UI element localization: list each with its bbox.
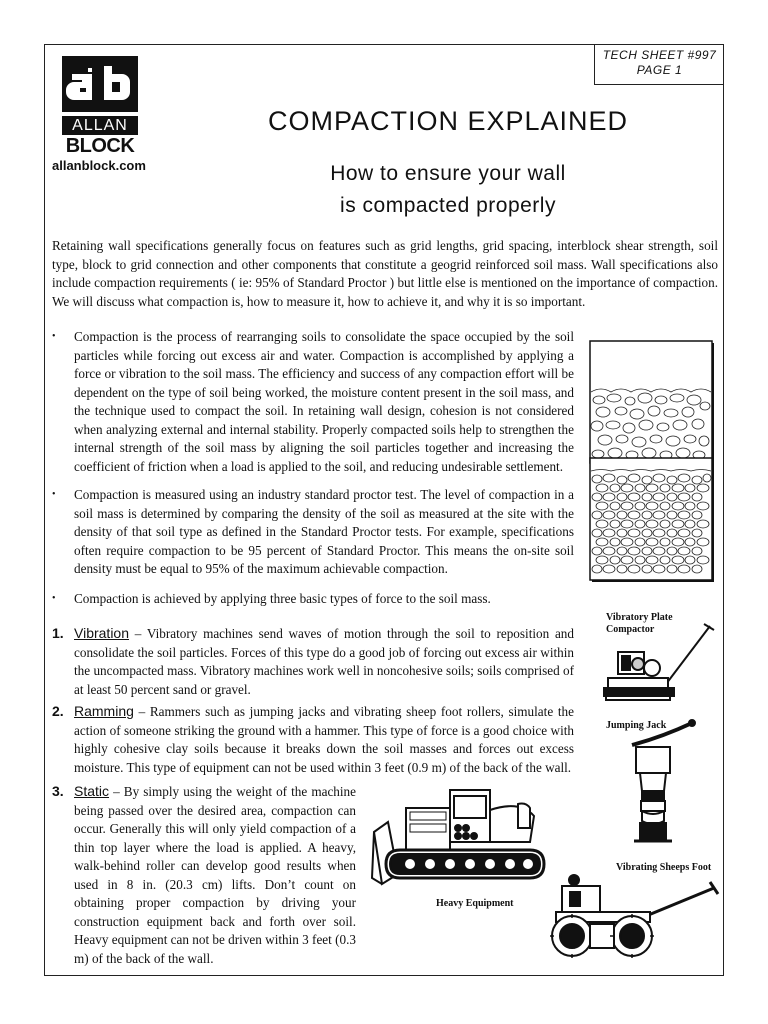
bullet-mark: • (52, 489, 56, 500)
method-body (74, 702, 574, 777)
method-number: 1. (52, 625, 64, 641)
subtitle-line-2: is compacted properly (340, 194, 556, 217)
method-term: Ramming (74, 703, 134, 719)
allan-block-logo (62, 56, 138, 156)
method-body (74, 624, 574, 699)
logo-mark (62, 56, 138, 112)
bullet-mark: • (52, 593, 56, 604)
page-number: PAGE 1 (636, 63, 683, 77)
bullet-text: Compaction is the process of rearranging soils to consolidate the space occupied by the soil particles while forcing out excess air and water. Compaction is accomplished by applying a force or vibration to the soil mass. The efficiency and success of any compaction effort will be dependent on the type of soil being worked, the moisture content present in the soil mass, and the technique used to compact the soil. In retaining wall design, cohesion is not considered when analyzing external and internal stability. Properly compacted soils help to strengthen the internal strength of the soil mass by aligning the soil particles together and increasing the coefficient of friction when a load is applied to the soil, and reducing undesirable settlement. (74, 329, 574, 474)
bullet-mark: • (52, 331, 56, 342)
method-number: 3. (52, 783, 64, 799)
tech-sheet-label (594, 44, 724, 85)
method-text: – Rammers such as jumping jacks and vibrating sheep foot rollers, simulate the action of someone striking the ground with a hammer. This type of force is a good choice with highly cohesive clay soils because it breaks down the soil masses and forces out excess moisture. This type of equipment can not be used within 3 feet (0.9 m) of the back of the wall. (74, 704, 574, 775)
compacted-soil-diagram (589, 457, 715, 588)
heavy-equipment-label: Heavy Equipment (436, 898, 514, 909)
jumping-jack-illustration (614, 715, 714, 855)
subtitle-line-1: How to ensure your wall (330, 162, 566, 185)
sheeps-foot-roller-illustration (546, 872, 722, 967)
ab-monogram-icon (62, 56, 138, 112)
page-subtitle (240, 158, 656, 222)
plate-compactor-label: Vibratory Plate Compactor (606, 612, 673, 635)
method-term: Static (74, 783, 110, 799)
method-text: – Vibratory machines send waves of motion through the soil to reposition and consolidate the soil particles. Forces of this type do a good job of forcing out excess air within the uncompacted mass. Vibratory machines work well in noncohesive soils; soils comprised of at least 50 percent sand or gravel. (74, 626, 574, 697)
loose-soil-diagram (589, 340, 715, 471)
logo-block-text: BLOCK (65, 135, 135, 157)
method-number: 2. (52, 703, 64, 719)
plate-compactor-illustration (600, 622, 718, 717)
intro-paragraph: Retaining wall specifications generally focus on features such as grid lengths, grid spacing, interblock shear strength, soil type, block to grid connection and other components that constitute a geogrid reinforced soil mass. Wall specifications also include compaction requirements ( ie: 95% of Standard Proctor ) but little else is mentioned on the importance of compaction. We will discuss what compaction is, how to measure it, how to achieve it, and why it is so important. (52, 238, 718, 309)
jumping-jack-label: Jumping Jack (606, 720, 667, 731)
sheeps-foot-label: Vibrating Sheeps Foot (616, 862, 712, 873)
website-url[interactable]: allanblock.com (52, 158, 146, 173)
method-term: Vibration (74, 625, 130, 641)
bulldozer-illustration (370, 784, 550, 909)
method-body (74, 782, 356, 968)
bullet-text: Compaction is achieved by applying three basic types of force to the soil mass. (74, 591, 491, 606)
page-title: COMPACTION EXPLAINED (267, 106, 629, 136)
method-text: – By simply using the weight of the machine being passed over the desired area, compaction can occur. Generally this will only yield compaction of a thin top layer where the load is applied. A heavy, walk-behind roller can develop good results when used in 8 in. (20.3 cm) lifts. Don’t count on obtaining proper compaction by driving your construction equipment back and forth over soil. Heavy equipment can not be driven within 3 feet (0.3 m) of the back of the wall. (74, 784, 356, 966)
tech-sheet-number: TECH SHEET #997 (602, 48, 717, 62)
bullet-text: Compaction is measured using an industry standard proctor test. The level of compaction in a soil mass is determined by comparing the density of the soil as measured at the site with the density of that soil type as defined in the Standard Proctor tests. For example, specifications often require compaction to be 95 percent of Standard Proctor. This means the on-site soil density must be equal to 95% of the maximum achievable compaction. (74, 487, 574, 576)
logo-allan-text: ALLAN (62, 116, 138, 135)
